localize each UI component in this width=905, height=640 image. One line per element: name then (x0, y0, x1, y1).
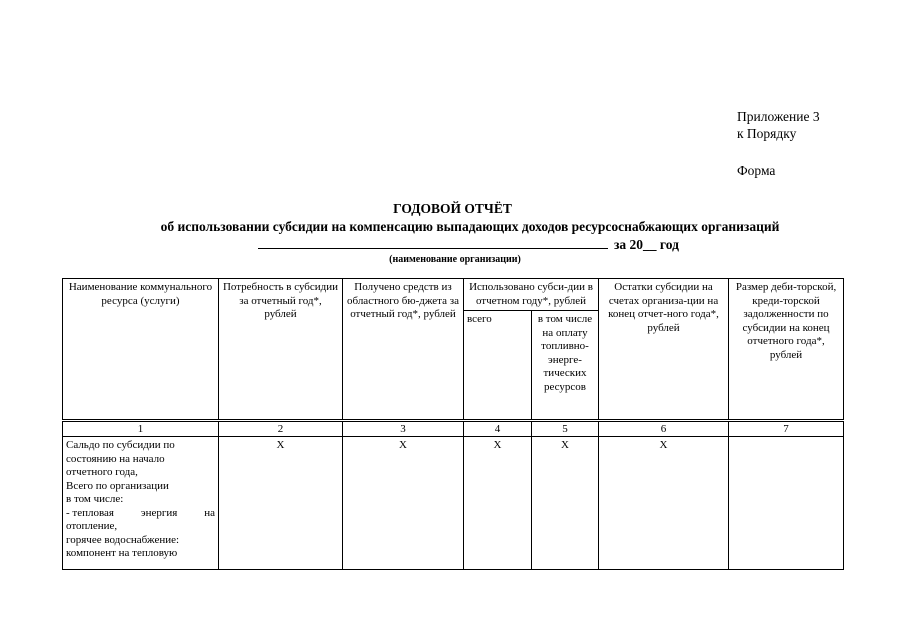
row-name-line-justified (66, 507, 215, 521)
header-subsidy-balance: Остатки субсидии на счетах организа-ции на конец отчет-ного года*, рублей (599, 279, 729, 421)
column-number: 3 (343, 421, 464, 437)
report-title: ГОДОВОЙ ОТЧЁТ (393, 201, 512, 216)
row-resource-cell (63, 437, 219, 570)
appendix-line-2: к Порядку (737, 126, 797, 141)
report-table (62, 278, 844, 570)
row-cell: Х (532, 437, 599, 570)
year-label: за 20__ год (614, 237, 679, 252)
organization-line (258, 235, 679, 253)
column-number: 6 (599, 421, 729, 437)
header-subsidy-used: Использовано субси-дии в отчетном году*, рублей (464, 279, 599, 311)
column-number: 2 (219, 421, 343, 437)
header-used-fuel-energy: в том числе на оплату топливно-энерге-тических ресурсов (532, 311, 599, 421)
row-name-word: энергия (140, 506, 178, 519)
column-number: 4 (464, 421, 532, 437)
row-cell: Х (343, 437, 464, 570)
row-name-line: в том числе: (66, 493, 124, 505)
header-used-total: всего (464, 311, 532, 421)
row-name-line: отопление, (66, 520, 118, 532)
column-number: 5 (532, 421, 599, 437)
row-name-line: горячее водоснабжение: (66, 533, 180, 546)
column-number: 1 (63, 421, 219, 437)
row-cell (729, 437, 844, 570)
row-name-line: отчетного года, (66, 466, 138, 478)
row-name-word: - тепловая (66, 506, 114, 519)
row-name-line: Сальдо по субсидии по (66, 439, 175, 451)
form-label: Форма (737, 163, 776, 178)
column-number-row (63, 421, 844, 437)
header-row-1 (63, 279, 844, 311)
row-name-line: Всего по организации (66, 479, 169, 492)
organization-caption: (наименование организации) (389, 254, 521, 265)
row-cell: Х (599, 437, 729, 570)
organization-name-blank (258, 235, 608, 249)
row-cell: Х (464, 437, 532, 570)
header-funds-received: Получено средств из областного бю-джета за отчетный год*, рублей (343, 279, 464, 421)
header-subsidy-need: Потребность в субсидии за отчетный год*, рублей (219, 279, 343, 421)
row-name-line: состоянию на начало (66, 452, 165, 465)
column-number: 7 (729, 421, 844, 437)
appendix-note (737, 108, 820, 179)
row-name-word: на (204, 506, 215, 519)
header-resource-name: Наименование коммунального ресурса (услуги) (63, 279, 219, 421)
appendix-line-1: Приложение 3 (737, 109, 820, 124)
report-subtitle: об использовании субсидии на компенсацию выпадающих доходов ресурсоснабжающих организаций (160, 219, 780, 234)
row-cell: Х (219, 437, 343, 570)
header-receivables-payables: Размер деби-торской, креди-торской задолженности по субсидии на конец отчетного года*, рублей (729, 279, 844, 421)
row-name-line: компонент на тепловую (66, 547, 178, 559)
table-row (63, 437, 844, 570)
